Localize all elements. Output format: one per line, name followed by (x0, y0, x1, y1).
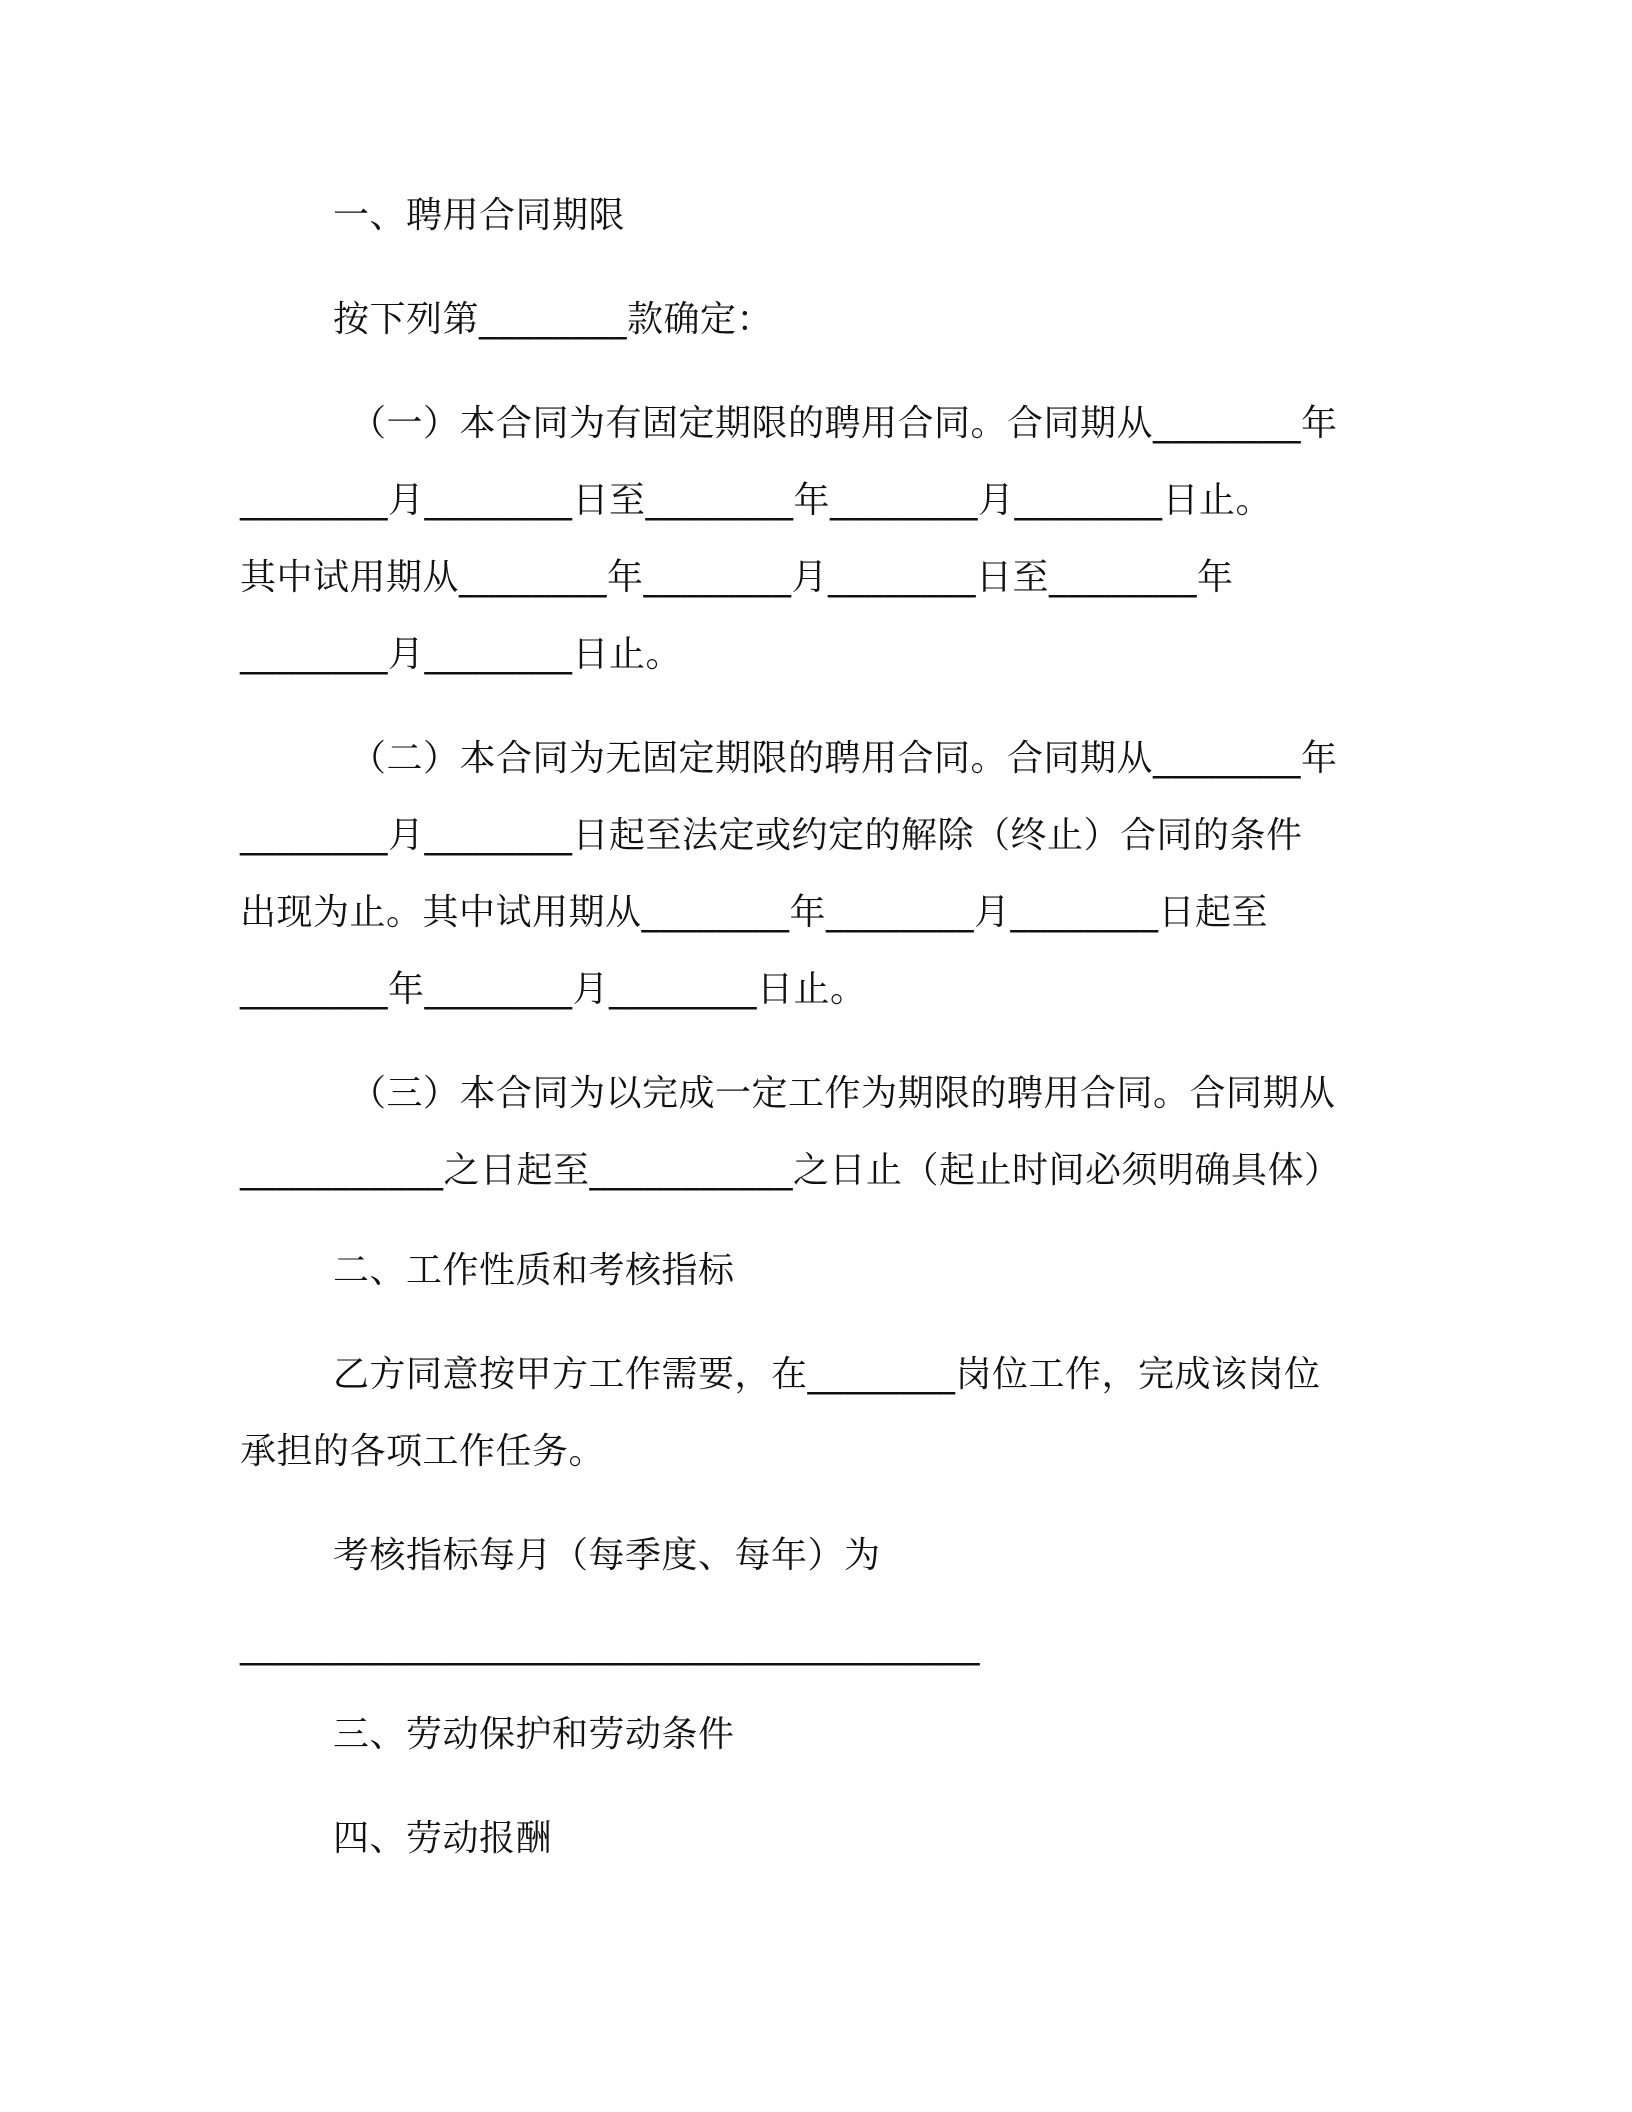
paragraph-line: 按下列第________款确定： (333, 299, 774, 340)
paragraph-line: （一）本合同为有固定期限的聘用合同。合同期从________年 (350, 403, 1338, 444)
paragraph-line: ________月________日止。 (240, 634, 683, 675)
section-heading-duties: 二、工作性质和考核指标 (333, 1250, 735, 1291)
blank-line: ________________________________________ (240, 1625, 980, 1666)
section-heading-protection: 三、劳动保护和劳动条件 (333, 1714, 735, 1755)
section-heading-term: 一、聘用合同期限 (333, 195, 626, 236)
paragraph-line: 考核指标每月（每季度、每年）为 (333, 1535, 881, 1576)
paragraph-line: 出现为止。其中试用期从________年________月________日起至 (240, 892, 1269, 933)
section-heading-remuneration: 四、劳动报酬 (333, 1818, 553, 1859)
paragraph-line: ________年________月________日止。 (240, 969, 867, 1010)
paragraph-line: （二）本合同为无固定期限的聘用合同。合同期从________年 (350, 738, 1338, 779)
paragraph-line: （三）本合同为以完成一定工作为期限的聘用合同。合同期从 (350, 1073, 1336, 1114)
paragraph-line: 承担的各项工作任务。 (240, 1431, 606, 1472)
paragraph-line: ________月________日至________年________月________日止。 (240, 480, 1272, 521)
paragraph-line: ________月________日起至法定或约定的解除（终止）合同的条件 (240, 815, 1303, 856)
paragraph-line: 乙方同意按甲方工作需要，在________岗位工作，完成该岗位 (333, 1354, 1321, 1395)
paragraph-line: 其中试用期从________年________月________日至________年 (240, 557, 1234, 598)
paragraph-line: ___________之日起至___________之日止（起止时间必须明确具体） (240, 1150, 1341, 1191)
